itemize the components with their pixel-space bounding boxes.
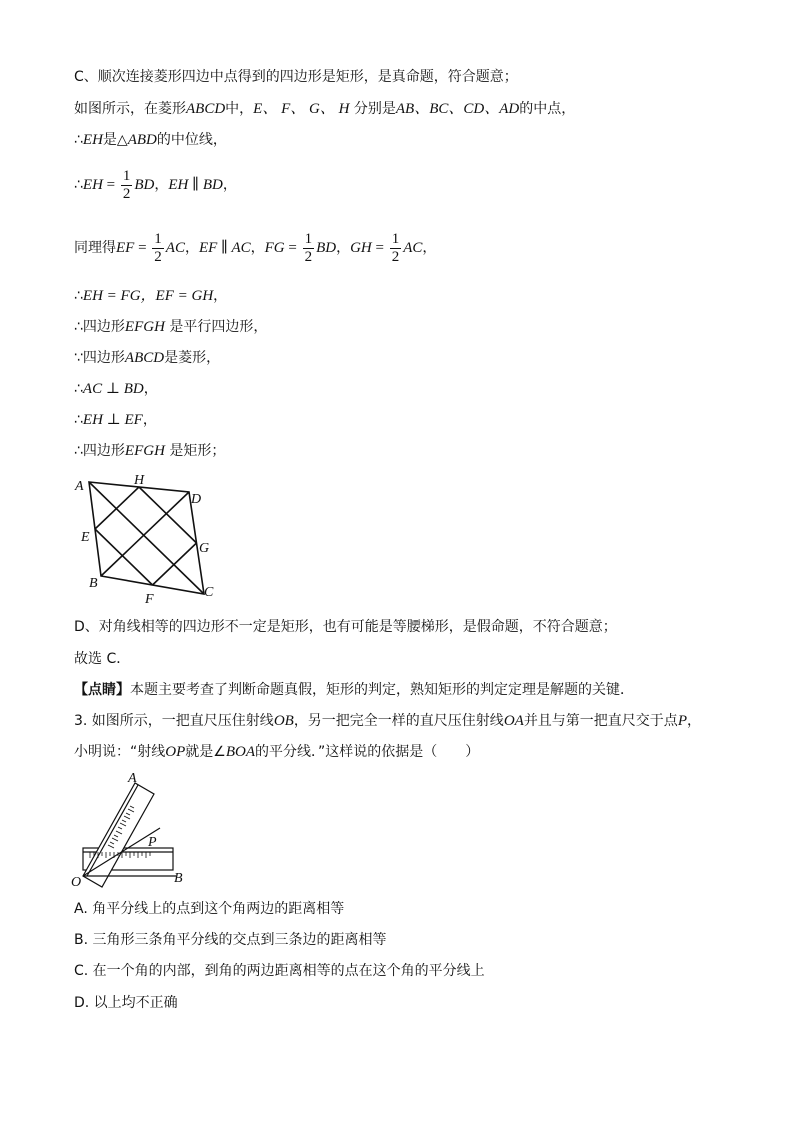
comment-line: 【点睛】本题主要考查了判断命题真假，矩形的判定，熟知矩形的判定定理是解题的关键． — [74, 682, 634, 698]
option-c: C. 在一个角的内部，到角的两边距离相等的点在这个角的平分线上 — [74, 963, 485, 979]
comment-tag: 【点睛】 — [74, 682, 130, 698]
label-o: O — [71, 875, 82, 890]
label-a: A — [128, 771, 137, 786]
solution-line-ac-perp-bd: ∴AC ⊥ BD， — [74, 381, 158, 397]
option-d: D. 以上均不正确 — [74, 995, 178, 1011]
question-3-line-2: 小明说：“射线OP就是∠BOA的平分线．”这样说的依据是（ ） — [74, 744, 480, 760]
label-p: P — [148, 835, 157, 850]
solution-line-parallelogram: ∴四边形EFGH 是平行四边形， — [74, 319, 268, 335]
label-c: C — [204, 585, 214, 600]
rhombus-figure — [72, 470, 222, 605]
label-b: B — [89, 576, 98, 591]
solution-line-similarly: 同理得EF = $\frac{1}{2}$ AC，EF ∥ AC，FG = $\frac{1}{2}$ BD，GH = $\frac{1}{2}$ AC， — [74, 230, 437, 265]
label-a: A — [75, 479, 84, 494]
fraction-one-half: $\frac{1}{2}$ — [122, 167, 131, 202]
solution-line-eh-half-bd: ∴EH = $\frac{1}{2}$ BD，EH ∥ BD， — [74, 167, 237, 202]
label-f: F — [145, 592, 154, 605]
solution-line-equal-sides: ∴EH = FG，EF = GH， — [74, 288, 228, 304]
label-b: B — [174, 871, 183, 886]
solution-line-d: D、对角线相等的四边形不一定是矩形，也有可能是等腰梯形，是假命题，不符合题意； — [74, 619, 617, 635]
label-h: H — [134, 473, 145, 488]
ruler-tilted — [83, 783, 154, 887]
solution-line-c: C、顺次连接菱形四边中点得到的四边形是矩形，是真命题，符合题意； — [74, 69, 518, 85]
label-d: D — [191, 492, 202, 507]
solution-line-eh-perp-ef: ∴EH ⊥ EF， — [74, 412, 157, 428]
solution-line-midline: ∴EH是△ABD的中位线， — [74, 132, 227, 148]
option-a: A. 角平分线上的点到这个角两边的距离相等 — [74, 901, 345, 917]
label-e: E — [81, 530, 90, 545]
solution-line-setup: 如图所示，在菱形ABCD中，E、 F、 G、 H 分别是AB、BC、CD、AD的中点， — [74, 101, 576, 117]
question-3-line-1: 3. 如图所示，一把直尺压住射线OB，另一把完全一样的直尺压住射线OA并且与第一把直尺交于点P， — [74, 713, 701, 729]
rulers-figure — [68, 770, 193, 890]
label-g: G — [199, 541, 210, 556]
answer-line: 故选 C． — [74, 651, 131, 667]
option-b: B. 三角形三条角平分线的交点到三条边的距离相等 — [74, 932, 387, 948]
solution-line-rhombus: ∵四边形ABCD是菱形， — [74, 350, 221, 366]
solution-line-rectangle: ∴四边形EFGH 是矩形； — [74, 443, 226, 459]
